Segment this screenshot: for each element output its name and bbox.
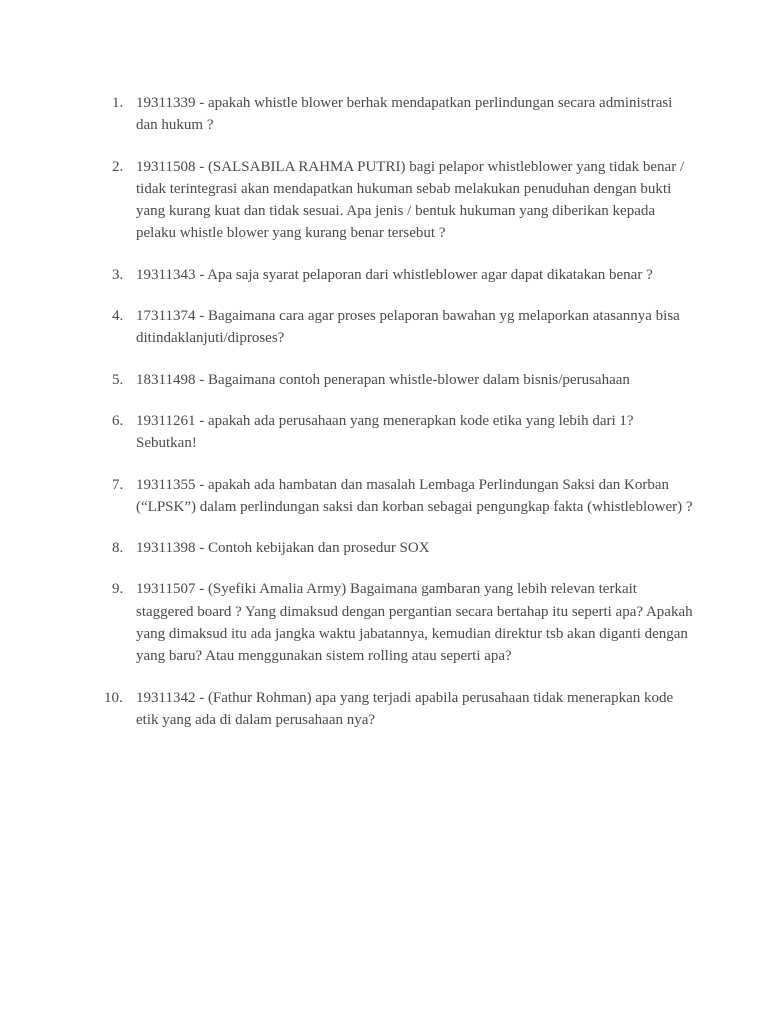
question-text: 19311343 - Apa saja syarat pelaporan dari whistleblower agar dapat dikatakan benar ?	[136, 266, 653, 283]
question-list	[0, 92, 768, 750]
question-number: 3.	[112, 266, 124, 283]
question-text: 19311355 - apakah ada hambatan dan masalah Lembaga Perlindungan Saksi dan Korban (“LPSK”) dalam perlindungan saksi dan korban sebagai pengungkap fakta (whistleblower) ?	[136, 476, 693, 515]
question-text: 19311261 - apakah ada perusahaan yang menerapkan kode etika yang lebih dari 1? Sebutkan!	[136, 412, 634, 452]
question-item-4	[0, 305, 768, 350]
question-text: 18311498 - Bagaimana contoh penerapan whistle-blower dalam bisnis/perusahaan	[136, 371, 630, 388]
question-text: 19311342 - (Fathur Rohman) apa yang terjadi apabila perusahaan tidak menerapkan kode etik yang ada di dalam perusahaan nya?	[136, 689, 674, 728]
question-item-3	[0, 264, 768, 286]
question-number: 5.	[112, 371, 124, 388]
question-number: 4.	[112, 308, 124, 325]
question-item-7	[0, 474, 768, 519]
question-number: 9.	[112, 581, 124, 598]
question-item-10	[0, 687, 768, 732]
question-item-8	[0, 537, 768, 559]
question-number: 7.	[112, 476, 124, 493]
question-item-2	[0, 156, 768, 245]
question-number: 8.	[112, 540, 124, 557]
question-number: 10.	[104, 689, 123, 706]
question-item-1	[0, 92, 768, 137]
question-number: 2.	[112, 158, 124, 175]
question-number: 6.	[112, 412, 124, 429]
question-number: 1.	[112, 95, 124, 111]
question-text: 19311508 - (SALSABILA RAHMA PUTRI) bagi pelapor whistleblower yang tidak benar / tidak terintegrasi akan mendapatkan hukuman sebab melakukan penuduhan dengan bukti yang kurang kuat dan tidak sesuai. Apa jenis / bentuk hukuman yang diberikan kepada pelaku whistle blower yang kurang benar tersebut ?	[136, 158, 685, 242]
question-item-6	[0, 410, 768, 455]
question-text: 19311398 - Contoh kebijakan dan prosedur SOX	[136, 540, 430, 557]
question-item-9	[0, 578, 768, 667]
question-text: 19311339 - apakah whistle blower berhak mendapatkan perlindungan secara administrasi dan hukum ?	[136, 95, 673, 134]
question-text: 17311374 - Bagaimana cara agar proses pelaporan bawahan yg melaporkan atasannya bisa ditindaklanjuti/diproses?	[136, 308, 680, 347]
question-text: 19311507 - (Syefiki Amalia Army) Bagaimana gambaran yang lebih relevan terkait staggered board ? Yang dimaksud dengan pergantian secara bertahap itu seperti apa? Apakah yang dimaksud itu ada jangka waktu jabatannya, kemudian direktur tsb akan diganti dengan yang baru? Atau menggunakan sistem rolling atau seperti apa?	[136, 581, 693, 665]
question-item-5	[0, 369, 768, 391]
